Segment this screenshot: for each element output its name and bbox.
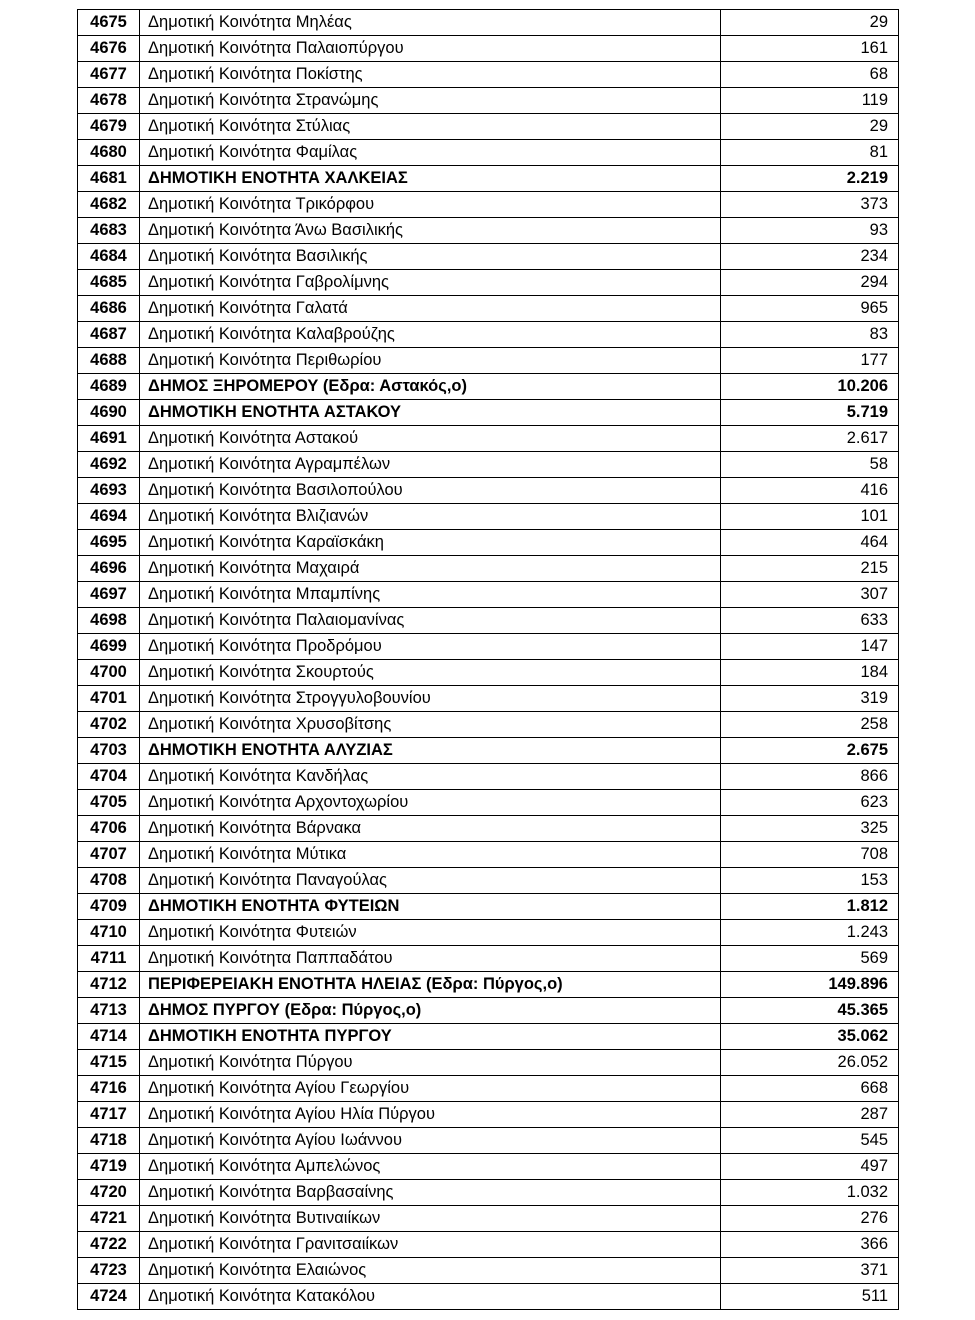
row-name: Δημοτική Κοινότητα Αγίου Γεωργίου bbox=[140, 1076, 721, 1102]
table-row bbox=[78, 998, 899, 1024]
row-population: 2.219 bbox=[721, 166, 899, 192]
row-name: Δημοτική Κοινότητα Στρογγυλοβουνίου bbox=[140, 686, 721, 712]
table-row bbox=[78, 218, 899, 244]
row-code: 4684 bbox=[78, 244, 140, 270]
table-row bbox=[78, 1102, 899, 1128]
table-row bbox=[78, 660, 899, 686]
row-name: Δημοτική Κοινότητα Μπαμπίνης bbox=[140, 582, 721, 608]
row-code: 4706 bbox=[78, 816, 140, 842]
row-code: 4711 bbox=[78, 946, 140, 972]
row-code: 4717 bbox=[78, 1102, 140, 1128]
table-row bbox=[78, 36, 899, 62]
row-population: 58 bbox=[721, 452, 899, 478]
row-name: Δημοτική Κοινότητα Προδρόμου bbox=[140, 634, 721, 660]
row-code: 4675 bbox=[78, 10, 140, 36]
row-code: 4721 bbox=[78, 1206, 140, 1232]
table-row bbox=[78, 790, 899, 816]
row-code: 4710 bbox=[78, 920, 140, 946]
row-population: 366 bbox=[721, 1232, 899, 1258]
row-population: 147 bbox=[721, 634, 899, 660]
table-row bbox=[78, 582, 899, 608]
row-code: 4718 bbox=[78, 1128, 140, 1154]
table-row bbox=[78, 712, 899, 738]
row-name: Δημοτική Κοινότητα Βαρβασαίνης bbox=[140, 1180, 721, 1206]
row-code: 4699 bbox=[78, 634, 140, 660]
row-code: 4714 bbox=[78, 1024, 140, 1050]
row-code: 4709 bbox=[78, 894, 140, 920]
table-row bbox=[78, 452, 899, 478]
row-population: 2.617 bbox=[721, 426, 899, 452]
row-name: Δημοτική Κοινότητα Βυτιναιίκων bbox=[140, 1206, 721, 1232]
row-population: 153 bbox=[721, 868, 899, 894]
row-population: 633 bbox=[721, 608, 899, 634]
row-name: ΔΗΜΟΤΙΚΗ ΕΝΟΤΗΤΑ ΑΛΥΖΙΑΣ bbox=[140, 738, 721, 764]
table-row bbox=[78, 764, 899, 790]
row-population: 45.365 bbox=[721, 998, 899, 1024]
population-table bbox=[77, 9, 899, 1310]
table-row bbox=[78, 530, 899, 556]
row-population: 965 bbox=[721, 296, 899, 322]
row-code: 4676 bbox=[78, 36, 140, 62]
row-population: 325 bbox=[721, 816, 899, 842]
row-population: 101 bbox=[721, 504, 899, 530]
row-name: ΠΕΡΙΦΕΡΕΙΑΚΗ ΕΝΟΤΗΤΑ ΗΛΕΙΑΣ (Εδρα: Πύργος,ο) bbox=[140, 972, 721, 998]
row-population: 416 bbox=[721, 478, 899, 504]
row-population: 68 bbox=[721, 62, 899, 88]
row-population: 668 bbox=[721, 1076, 899, 1102]
row-code: 4704 bbox=[78, 764, 140, 790]
row-code: 4691 bbox=[78, 426, 140, 452]
table-row bbox=[78, 140, 899, 166]
row-name: Δημοτική Κοινότητα Καραϊσκάκη bbox=[140, 530, 721, 556]
row-code: 4689 bbox=[78, 374, 140, 400]
table-row bbox=[78, 816, 899, 842]
row-code: 4679 bbox=[78, 114, 140, 140]
row-code: 4698 bbox=[78, 608, 140, 634]
row-name: Δημοτική Κοινότητα Άνω Βασιλικής bbox=[140, 218, 721, 244]
table-row bbox=[78, 1154, 899, 1180]
table-row bbox=[78, 1206, 899, 1232]
row-name: Δημοτική Κοινότητα Βασιλοπούλου bbox=[140, 478, 721, 504]
row-name: Δημοτική Κοινότητα Κατακόλου bbox=[140, 1284, 721, 1310]
row-population: 1.032 bbox=[721, 1180, 899, 1206]
table-row bbox=[78, 10, 899, 36]
row-code: 4682 bbox=[78, 192, 140, 218]
table-row bbox=[78, 322, 899, 348]
table-row bbox=[78, 842, 899, 868]
row-code: 4680 bbox=[78, 140, 140, 166]
row-name: Δημοτική Κοινότητα Βασιλικής bbox=[140, 244, 721, 270]
row-population: 215 bbox=[721, 556, 899, 582]
row-name: Δημοτική Κοινότητα Κανδήλας bbox=[140, 764, 721, 790]
table-body bbox=[78, 10, 899, 1310]
row-name: Δημοτική Κοινότητα Χρυσοβίτσης bbox=[140, 712, 721, 738]
row-name: Δημοτική Κοινότητα Γαβρολίμνης bbox=[140, 270, 721, 296]
row-population: 371 bbox=[721, 1258, 899, 1284]
row-code: 4700 bbox=[78, 660, 140, 686]
table-row bbox=[78, 686, 899, 712]
row-population: 708 bbox=[721, 842, 899, 868]
row-name: Δημοτική Κοινότητα Βλιζιανών bbox=[140, 504, 721, 530]
row-population: 511 bbox=[721, 1284, 899, 1310]
table-row bbox=[78, 1024, 899, 1050]
table-row bbox=[78, 348, 899, 374]
row-name: Δημοτική Κοινότητα Περιθωρίου bbox=[140, 348, 721, 374]
row-code: 4705 bbox=[78, 790, 140, 816]
row-code: 4693 bbox=[78, 478, 140, 504]
row-population: 866 bbox=[721, 764, 899, 790]
table-row bbox=[78, 1232, 899, 1258]
row-code: 4678 bbox=[78, 88, 140, 114]
row-population: 35.062 bbox=[721, 1024, 899, 1050]
table-row bbox=[78, 946, 899, 972]
table-row bbox=[78, 894, 899, 920]
row-name: Δημοτική Κοινότητα Πύργου bbox=[140, 1050, 721, 1076]
row-population: 161 bbox=[721, 36, 899, 62]
row-population: 5.719 bbox=[721, 400, 899, 426]
row-code: 4722 bbox=[78, 1232, 140, 1258]
row-name: Δημοτική Κοινότητα Αρχοντοχωρίου bbox=[140, 790, 721, 816]
row-population: 497 bbox=[721, 1154, 899, 1180]
table-row bbox=[78, 1284, 899, 1310]
row-name: ΔΗΜΟΤΙΚΗ ΕΝΟΤΗΤΑ ΑΣΤΑΚΟΥ bbox=[140, 400, 721, 426]
row-name: Δημοτική Κοινότητα Φαμίλας bbox=[140, 140, 721, 166]
row-name: ΔΗΜΟΣ ΞΗΡΟΜΕΡΟΥ (Εδρα: Αστακός,ο) bbox=[140, 374, 721, 400]
row-code: 4683 bbox=[78, 218, 140, 244]
table-row bbox=[78, 1050, 899, 1076]
row-population: 93 bbox=[721, 218, 899, 244]
row-code: 4707 bbox=[78, 842, 140, 868]
row-population: 10.206 bbox=[721, 374, 899, 400]
row-code: 4681 bbox=[78, 166, 140, 192]
row-name: Δημοτική Κοινότητα Αγίου Ηλία Πύργου bbox=[140, 1102, 721, 1128]
row-population: 177 bbox=[721, 348, 899, 374]
row-population: 234 bbox=[721, 244, 899, 270]
table-row bbox=[78, 114, 899, 140]
row-name: Δημοτική Κοινότητα Μύτικα bbox=[140, 842, 721, 868]
table-row bbox=[78, 556, 899, 582]
table-row bbox=[78, 296, 899, 322]
row-code: 4723 bbox=[78, 1258, 140, 1284]
row-population: 29 bbox=[721, 10, 899, 36]
row-code: 4702 bbox=[78, 712, 140, 738]
row-population: 464 bbox=[721, 530, 899, 556]
table-row bbox=[78, 374, 899, 400]
row-code: 4692 bbox=[78, 452, 140, 478]
row-name: Δημοτική Κοινότητα Αγίου Ιωάννου bbox=[140, 1128, 721, 1154]
row-code: 4687 bbox=[78, 322, 140, 348]
row-name: Δημοτική Κοινότητα Καλαβρούζης bbox=[140, 322, 721, 348]
row-code: 4701 bbox=[78, 686, 140, 712]
row-population: 29 bbox=[721, 114, 899, 140]
row-code: 4703 bbox=[78, 738, 140, 764]
table-row bbox=[78, 738, 899, 764]
table-row bbox=[78, 478, 899, 504]
row-code: 4677 bbox=[78, 62, 140, 88]
table-row bbox=[78, 608, 899, 634]
row-name: Δημοτική Κοινότητα Αστακού bbox=[140, 426, 721, 452]
row-code: 4716 bbox=[78, 1076, 140, 1102]
table-row bbox=[78, 400, 899, 426]
row-name: Δημοτική Κοινότητα Γρανιτσαιίκων bbox=[140, 1232, 721, 1258]
row-name: ΔΗΜΟΤΙΚΗ ΕΝΟΤΗΤΑ ΦΥΤΕΙΩΝ bbox=[140, 894, 721, 920]
row-code: 4708 bbox=[78, 868, 140, 894]
table-row bbox=[78, 88, 899, 114]
row-code: 4713 bbox=[78, 998, 140, 1024]
row-name: Δημοτική Κοινότητα Παλαιομανίνας bbox=[140, 608, 721, 634]
row-population: 1.812 bbox=[721, 894, 899, 920]
row-population: 149.896 bbox=[721, 972, 899, 998]
table-row bbox=[78, 166, 899, 192]
row-population: 623 bbox=[721, 790, 899, 816]
row-code: 4690 bbox=[78, 400, 140, 426]
row-code: 4696 bbox=[78, 556, 140, 582]
row-population: 1.243 bbox=[721, 920, 899, 946]
row-code: 4686 bbox=[78, 296, 140, 322]
row-population: 307 bbox=[721, 582, 899, 608]
row-code: 4697 bbox=[78, 582, 140, 608]
table-row bbox=[78, 972, 899, 998]
row-name: Δημοτική Κοινότητα Τρικόρφου bbox=[140, 192, 721, 218]
row-population: 545 bbox=[721, 1128, 899, 1154]
row-population: 184 bbox=[721, 660, 899, 686]
table-row bbox=[78, 868, 899, 894]
row-population: 373 bbox=[721, 192, 899, 218]
row-code: 4715 bbox=[78, 1050, 140, 1076]
row-name: Δημοτική Κοινότητα Σκουρτούς bbox=[140, 660, 721, 686]
row-name: Δημοτική Κοινότητα Γαλατά bbox=[140, 296, 721, 322]
table-row bbox=[78, 270, 899, 296]
table-row bbox=[78, 504, 899, 530]
row-name: Δημοτική Κοινότητα Παππαδάτου bbox=[140, 946, 721, 972]
table-row bbox=[78, 1128, 899, 1154]
row-code: 4719 bbox=[78, 1154, 140, 1180]
row-name: Δημοτική Κοινότητα Αμπελώνος bbox=[140, 1154, 721, 1180]
row-population: 319 bbox=[721, 686, 899, 712]
row-population: 26.052 bbox=[721, 1050, 899, 1076]
table-row bbox=[78, 634, 899, 660]
row-name: Δημοτική Κοινότητα Στρανώμης bbox=[140, 88, 721, 114]
row-name: Δημοτική Κοινότητα Μαχαιρά bbox=[140, 556, 721, 582]
row-name: ΔΗΜΟΣ ΠΥΡΓΟΥ (Εδρα: Πύργος,ο) bbox=[140, 998, 721, 1024]
table-row bbox=[78, 192, 899, 218]
row-population: 287 bbox=[721, 1102, 899, 1128]
row-name: Δημοτική Κοινότητα Παναγούλας bbox=[140, 868, 721, 894]
row-name: Δημοτική Κοινότητα Ποκίστης bbox=[140, 62, 721, 88]
row-code: 4688 bbox=[78, 348, 140, 374]
row-code: 4695 bbox=[78, 530, 140, 556]
table-row bbox=[78, 1076, 899, 1102]
row-name: Δημοτική Κοινότητα Στύλιας bbox=[140, 114, 721, 140]
table-row bbox=[78, 1258, 899, 1284]
table-row bbox=[78, 244, 899, 270]
row-code: 4724 bbox=[78, 1284, 140, 1310]
row-name: Δημοτική Κοινότητα Ελαιώνος bbox=[140, 1258, 721, 1284]
table-row bbox=[78, 62, 899, 88]
row-population: 569 bbox=[721, 946, 899, 972]
row-population: 81 bbox=[721, 140, 899, 166]
row-code: 4694 bbox=[78, 504, 140, 530]
row-name: ΔΗΜΟΤΙΚΗ ΕΝΟΤΗΤΑ ΧΑΛΚΕΙΑΣ bbox=[140, 166, 721, 192]
row-population: 119 bbox=[721, 88, 899, 114]
row-population: 2.675 bbox=[721, 738, 899, 764]
table-row bbox=[78, 920, 899, 946]
row-name: Δημοτική Κοινότητα Μηλέας bbox=[140, 10, 721, 36]
row-population: 83 bbox=[721, 322, 899, 348]
row-population: 258 bbox=[721, 712, 899, 738]
table-row bbox=[78, 426, 899, 452]
row-name: Δημοτική Κοινότητα Φυτειών bbox=[140, 920, 721, 946]
row-code: 4720 bbox=[78, 1180, 140, 1206]
row-code: 4712 bbox=[78, 972, 140, 998]
row-name: Δημοτική Κοινότητα Αγραμπέλων bbox=[140, 452, 721, 478]
row-population: 294 bbox=[721, 270, 899, 296]
row-population: 276 bbox=[721, 1206, 899, 1232]
row-name: Δημοτική Κοινότητα Βάρνακα bbox=[140, 816, 721, 842]
row-name: ΔΗΜΟΤΙΚΗ ΕΝΟΤΗΤΑ ΠΥΡΓΟΥ bbox=[140, 1024, 721, 1050]
table-row bbox=[78, 1180, 899, 1206]
row-code: 4685 bbox=[78, 270, 140, 296]
row-name: Δημοτική Κοινότητα Παλαιοπύργου bbox=[140, 36, 721, 62]
